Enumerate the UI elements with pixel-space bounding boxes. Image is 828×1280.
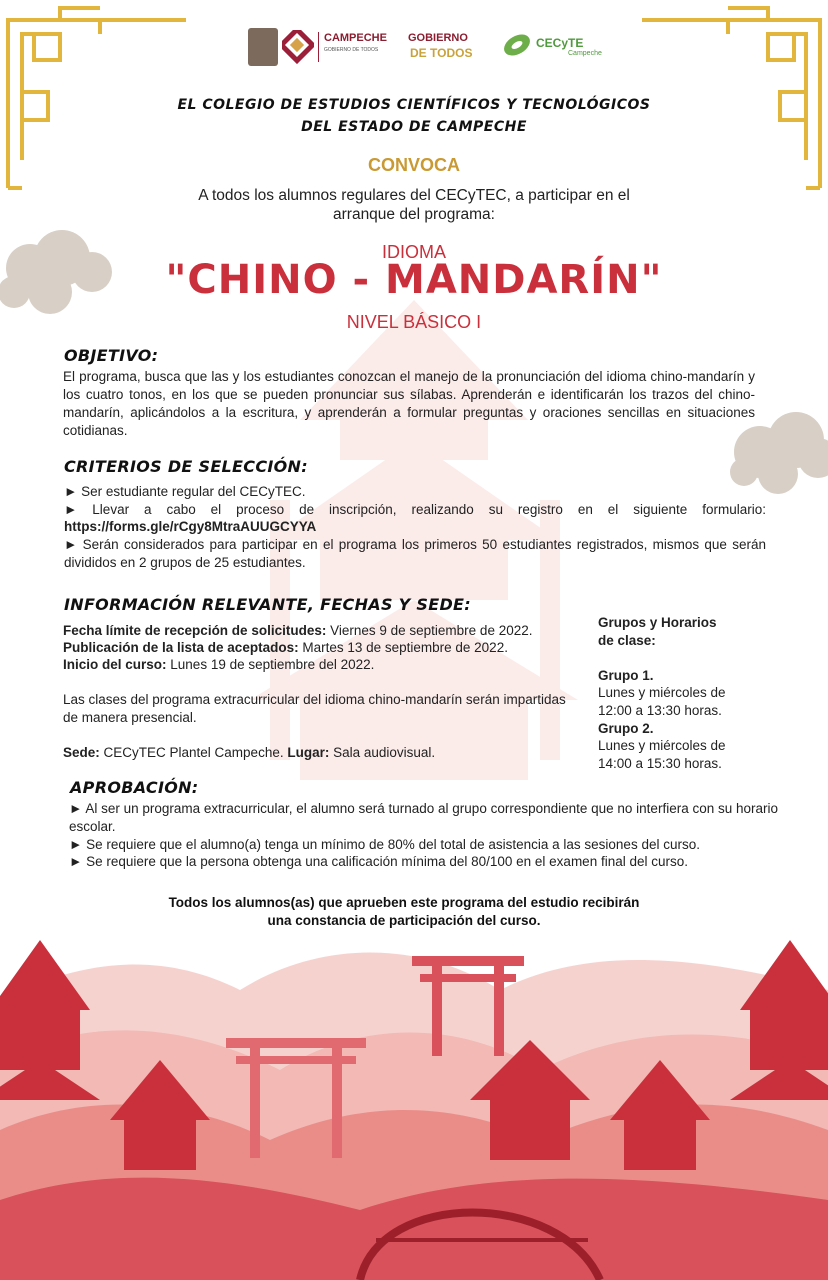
grupo1-line1: Lunes y miércoles de bbox=[598, 685, 726, 700]
criterios-heading: CRITERIOS DE SELECCIÓN: bbox=[64, 457, 308, 476]
logo-cecyte-title: CECyTE bbox=[536, 36, 584, 50]
info-clases: Las clases del programa extracurricular del idioma chino-mandarín serán impartidas de manera presencial. bbox=[63, 692, 566, 725]
cecyte-leaf-icon bbox=[502, 30, 532, 60]
registration-link[interactable]: https://forms.gle/rCgy8MtraAUUGCYYA bbox=[64, 519, 317, 534]
logo-gobierno-line2: DE TODOS bbox=[410, 46, 473, 60]
campeche-knot-icon bbox=[282, 30, 314, 64]
aprobacion-item-1: ► Al ser un programa extracurricular, el alumno será turnado al grupo correspondiente que no interfiera con su horario escolar. bbox=[69, 801, 779, 834]
bottom-landscape bbox=[0, 940, 828, 1280]
grupo2-title: Grupo 2. bbox=[598, 721, 654, 736]
info-inicio-label: Inicio del curso: bbox=[63, 657, 167, 672]
info-pub-value: Martes 13 de septiembre de 2022. bbox=[298, 640, 508, 655]
logo-campeche-sub: GOBIERNO DE TODOS bbox=[324, 47, 379, 53]
invite-line1: A todos los alumnos regulares del CECyTEC, a participar en el bbox=[198, 187, 630, 204]
campeche-shield-icon bbox=[248, 28, 278, 66]
info-lugar-value: Sala audiovisual. bbox=[329, 745, 436, 760]
grupos-heading-1: Grupos y Horarios bbox=[598, 615, 717, 630]
info-publicacion bbox=[63, 639, 583, 657]
objetivo-text: El programa, busca que las y los estudiantes conozcan el manejo de la pronunciación del idioma chino-mandarín y los cuatro tonos, en los que se pueden pronunciar sus sílabas. Aprenderán e identificarán los trazos del chino-mandarín, aplicándolos a la escritura, y aprenderán a formular preguntas y oraciones sencillas en situaciones cotidianas. bbox=[63, 369, 755, 438]
closing-line1: Todos los alumnos(as) que aprueben este programa del estudio recibirán bbox=[168, 895, 640, 910]
logo-divider bbox=[318, 32, 319, 62]
aprobacion-heading: APROBACIÓN: bbox=[70, 778, 199, 797]
logo-bar bbox=[246, 26, 618, 70]
info-inicio-value: Lunes 19 de septiembre del 2022. bbox=[166, 657, 375, 672]
objetivo-heading: OBJETIVO: bbox=[64, 346, 159, 365]
info-lugar-label: Lugar: bbox=[287, 745, 330, 760]
program-level: NIVEL BÁSICO I bbox=[346, 312, 482, 332]
aprobacion-item-2: ► Se requiere que el alumno(a) tenga un mínimo de 80% del total de asistencia a las sesiones del curso. bbox=[69, 837, 700, 852]
institution-line2: DEL ESTADO DE CAMPECHE bbox=[301, 119, 527, 135]
closing-line2: una constancia de participación del curso. bbox=[267, 913, 541, 928]
grupo1-line2: 12:00 a 13:30 horas. bbox=[598, 703, 722, 718]
info-heading: INFORMACIÓN RELEVANTE, FECHAS Y SEDE: bbox=[64, 595, 471, 614]
logo-gobierno-line1: GOBIERNO bbox=[408, 32, 468, 44]
info-inicio bbox=[63, 656, 583, 674]
logo-cecyte-sub: Campeche bbox=[568, 50, 602, 57]
info-fecha-value: Viernes 9 de septiembre de 2022. bbox=[326, 623, 533, 638]
aprobacion-item-3: ► Se requiere que la persona obtenga una calificación mínima del 80/100 en el examen final del curso. bbox=[69, 854, 688, 869]
grupo2-line2: 14:00 a 15:30 horas. bbox=[598, 756, 722, 771]
convoca-heading: CONVOCA bbox=[367, 155, 460, 175]
grupos-heading-2: de clase: bbox=[598, 633, 656, 648]
invite-line2: arranque del programa: bbox=[333, 206, 495, 223]
info-sede-label: Sede: bbox=[63, 745, 100, 760]
grupo1-title: Grupo 1. bbox=[598, 668, 654, 683]
program-pre: IDIOMA bbox=[381, 242, 446, 262]
criterios-item-3: ► Serán considerados para participar en el programa los primeros 50 estudiantes registrados, mismos que serán divididos en 2 grupos de 25 estudiantes. bbox=[64, 537, 766, 570]
criterios-item-2: ► Llevar a cabo el proceso de inscripción, realizando su registro en el siguiente formulario: bbox=[64, 502, 766, 517]
info-fecha-label: Fecha límite de recepción de solicitudes: bbox=[63, 623, 327, 638]
criterios-item-1: ► Ser estudiante regular del CECyTEC. bbox=[64, 484, 306, 499]
info-sede bbox=[63, 744, 583, 762]
info-sede-value: CECyTEC Plantel Campeche. bbox=[99, 745, 288, 760]
institution-line1: EL COLEGIO DE ESTUDIOS CIENTÍFICOS Y TECNOLÓGICOS bbox=[177, 97, 651, 113]
logo-campeche-title: CAMPECHE bbox=[324, 32, 387, 44]
info-pub-label: Publicación de la lista de aceptados: bbox=[63, 640, 299, 655]
info-fecha bbox=[63, 622, 583, 640]
grupo2-line1: Lunes y miércoles de bbox=[598, 738, 726, 753]
program-title: "CHINO - MANDARÍN" bbox=[165, 257, 663, 303]
